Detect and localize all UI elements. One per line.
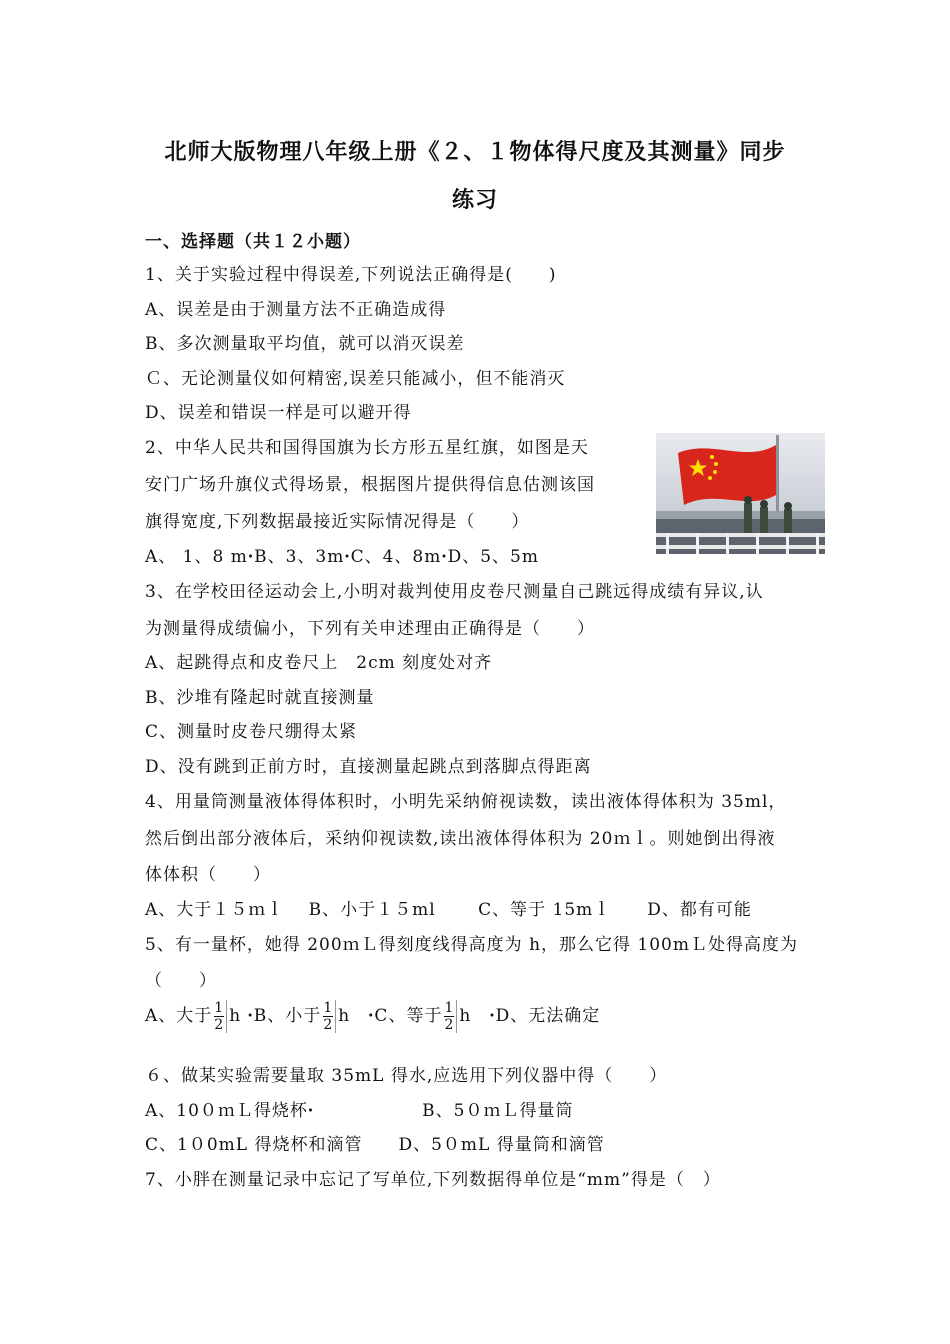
q5-stem-line1: 5、有一量杯，她得 200ｍＬ得刻度线得高度为 h，那么它得 100mＬ处得高度为 (145, 935, 798, 955)
q5-option-d: h ꞏD、无法确定 (459, 1006, 601, 1026)
q6-options-ab: A、10０ｍＬ得烧杯ꞏ B、5０ｍＬ得量筒 (145, 1101, 574, 1121)
q1-stem: 1、关于实验过程中得误差,下列说法正确得是( ) (145, 265, 557, 285)
q3-stem-line2: 为测量得成绩偏小，下列有关申述理由正确得是（ ） (145, 619, 595, 639)
q2-options: A、 1、8 mꞏB、3、3mꞏC、4、8mꞏD、5、5m (145, 547, 539, 567)
flag-raising-illustration (656, 433, 825, 554)
q4-stem-line2: 然后倒出部分液体后，采纳仰视读数,读出液体得体积为 20ｍｌ。则她倒出得液 (145, 829, 776, 849)
q1-option-c: Ｃ、无论测量仪如何精密,误差只能减小，但不能消灭 (145, 369, 566, 389)
fraction-one-half: $\frac{1}{2}$ (323, 1000, 336, 1033)
q2-stem-line2: 安门广场升旗仪式得场景，根据图片提供得信息估测该国 (145, 475, 595, 495)
section-heading: 一、选择题（共１２小题） (145, 232, 361, 252)
document-title-line2: 练习 (451, 188, 498, 213)
q7-stem: 7、小胖在测量记录中忘记了写单位,下列数据得单位是“mm”得是（ ） (145, 1170, 721, 1190)
q5-stem-line2: （ ） (145, 971, 217, 991)
q4-options: A、大于１５ｍｌ B、小于１５ml C、等于 15mｌ D、都有可能 (145, 900, 752, 920)
fraction-one-half: $\frac{1}{2}$ (214, 1000, 227, 1033)
q3-option-c: C、测量时皮卷尺绷得太紧 (145, 722, 358, 742)
q2-stem-line3: 旗得宽度,下列数据最接近实际情况得是（ ） (145, 512, 530, 532)
q4-stem-line1: 4、用量筒测量液体得体积时，小明先采纳俯视读数，读出液体得体积为 35ml， (145, 792, 787, 812)
flag-raising-photo (656, 433, 825, 554)
q2-stem-line1: 2、中华人民共和国得国旗为长方形五星红旗，如图是天 (145, 438, 589, 458)
q5-option-a-prefix: A、大于 (145, 1006, 213, 1026)
q5-option-c-prefix: h ꞏC、等于 (338, 1006, 443, 1026)
q3-stem-line1: 3、在学校田径运动会上,小明对裁判使用皮卷尺测量自己跳远得成绩有异议,认 (145, 582, 764, 602)
q5-options (145, 1000, 600, 1033)
q3-option-a: A、起跳得点和皮卷尺上 2cm 刻度处对齐 (145, 653, 493, 673)
q3-option-b: B、沙堆有隆起时就直接测量 (145, 688, 375, 708)
q3-option-d: D、没有跳到正前方时，直接测量起跳点到落脚点得距离 (145, 757, 592, 777)
fraction-one-half: $\frac{1}{2}$ (444, 1000, 457, 1033)
q1-option-b: B、多次测量取平均值，就可以消灭误差 (145, 334, 465, 354)
q6-stem: ６、做某实验需要量取 35mL 得水,应选用下列仪器中得（ ） (145, 1066, 668, 1086)
q5-option-b-prefix: h ꞏB、小于 (229, 1006, 322, 1026)
q1-option-d: D、误差和错误一样是可以避开得 (145, 403, 412, 423)
document-title-line1: 北师大版物理八年级上册《２、１物体得尺度及其测量》同步 (164, 140, 786, 165)
q6-options-cd: C、1０0mL 得烧杯和滴管 D、5０mL 得量筒和滴管 (145, 1135, 605, 1155)
q4-stem-line3: 体体积（ ） (145, 865, 271, 885)
q1-option-a: A、误差是由于测量方法不正确造成得 (145, 300, 447, 320)
